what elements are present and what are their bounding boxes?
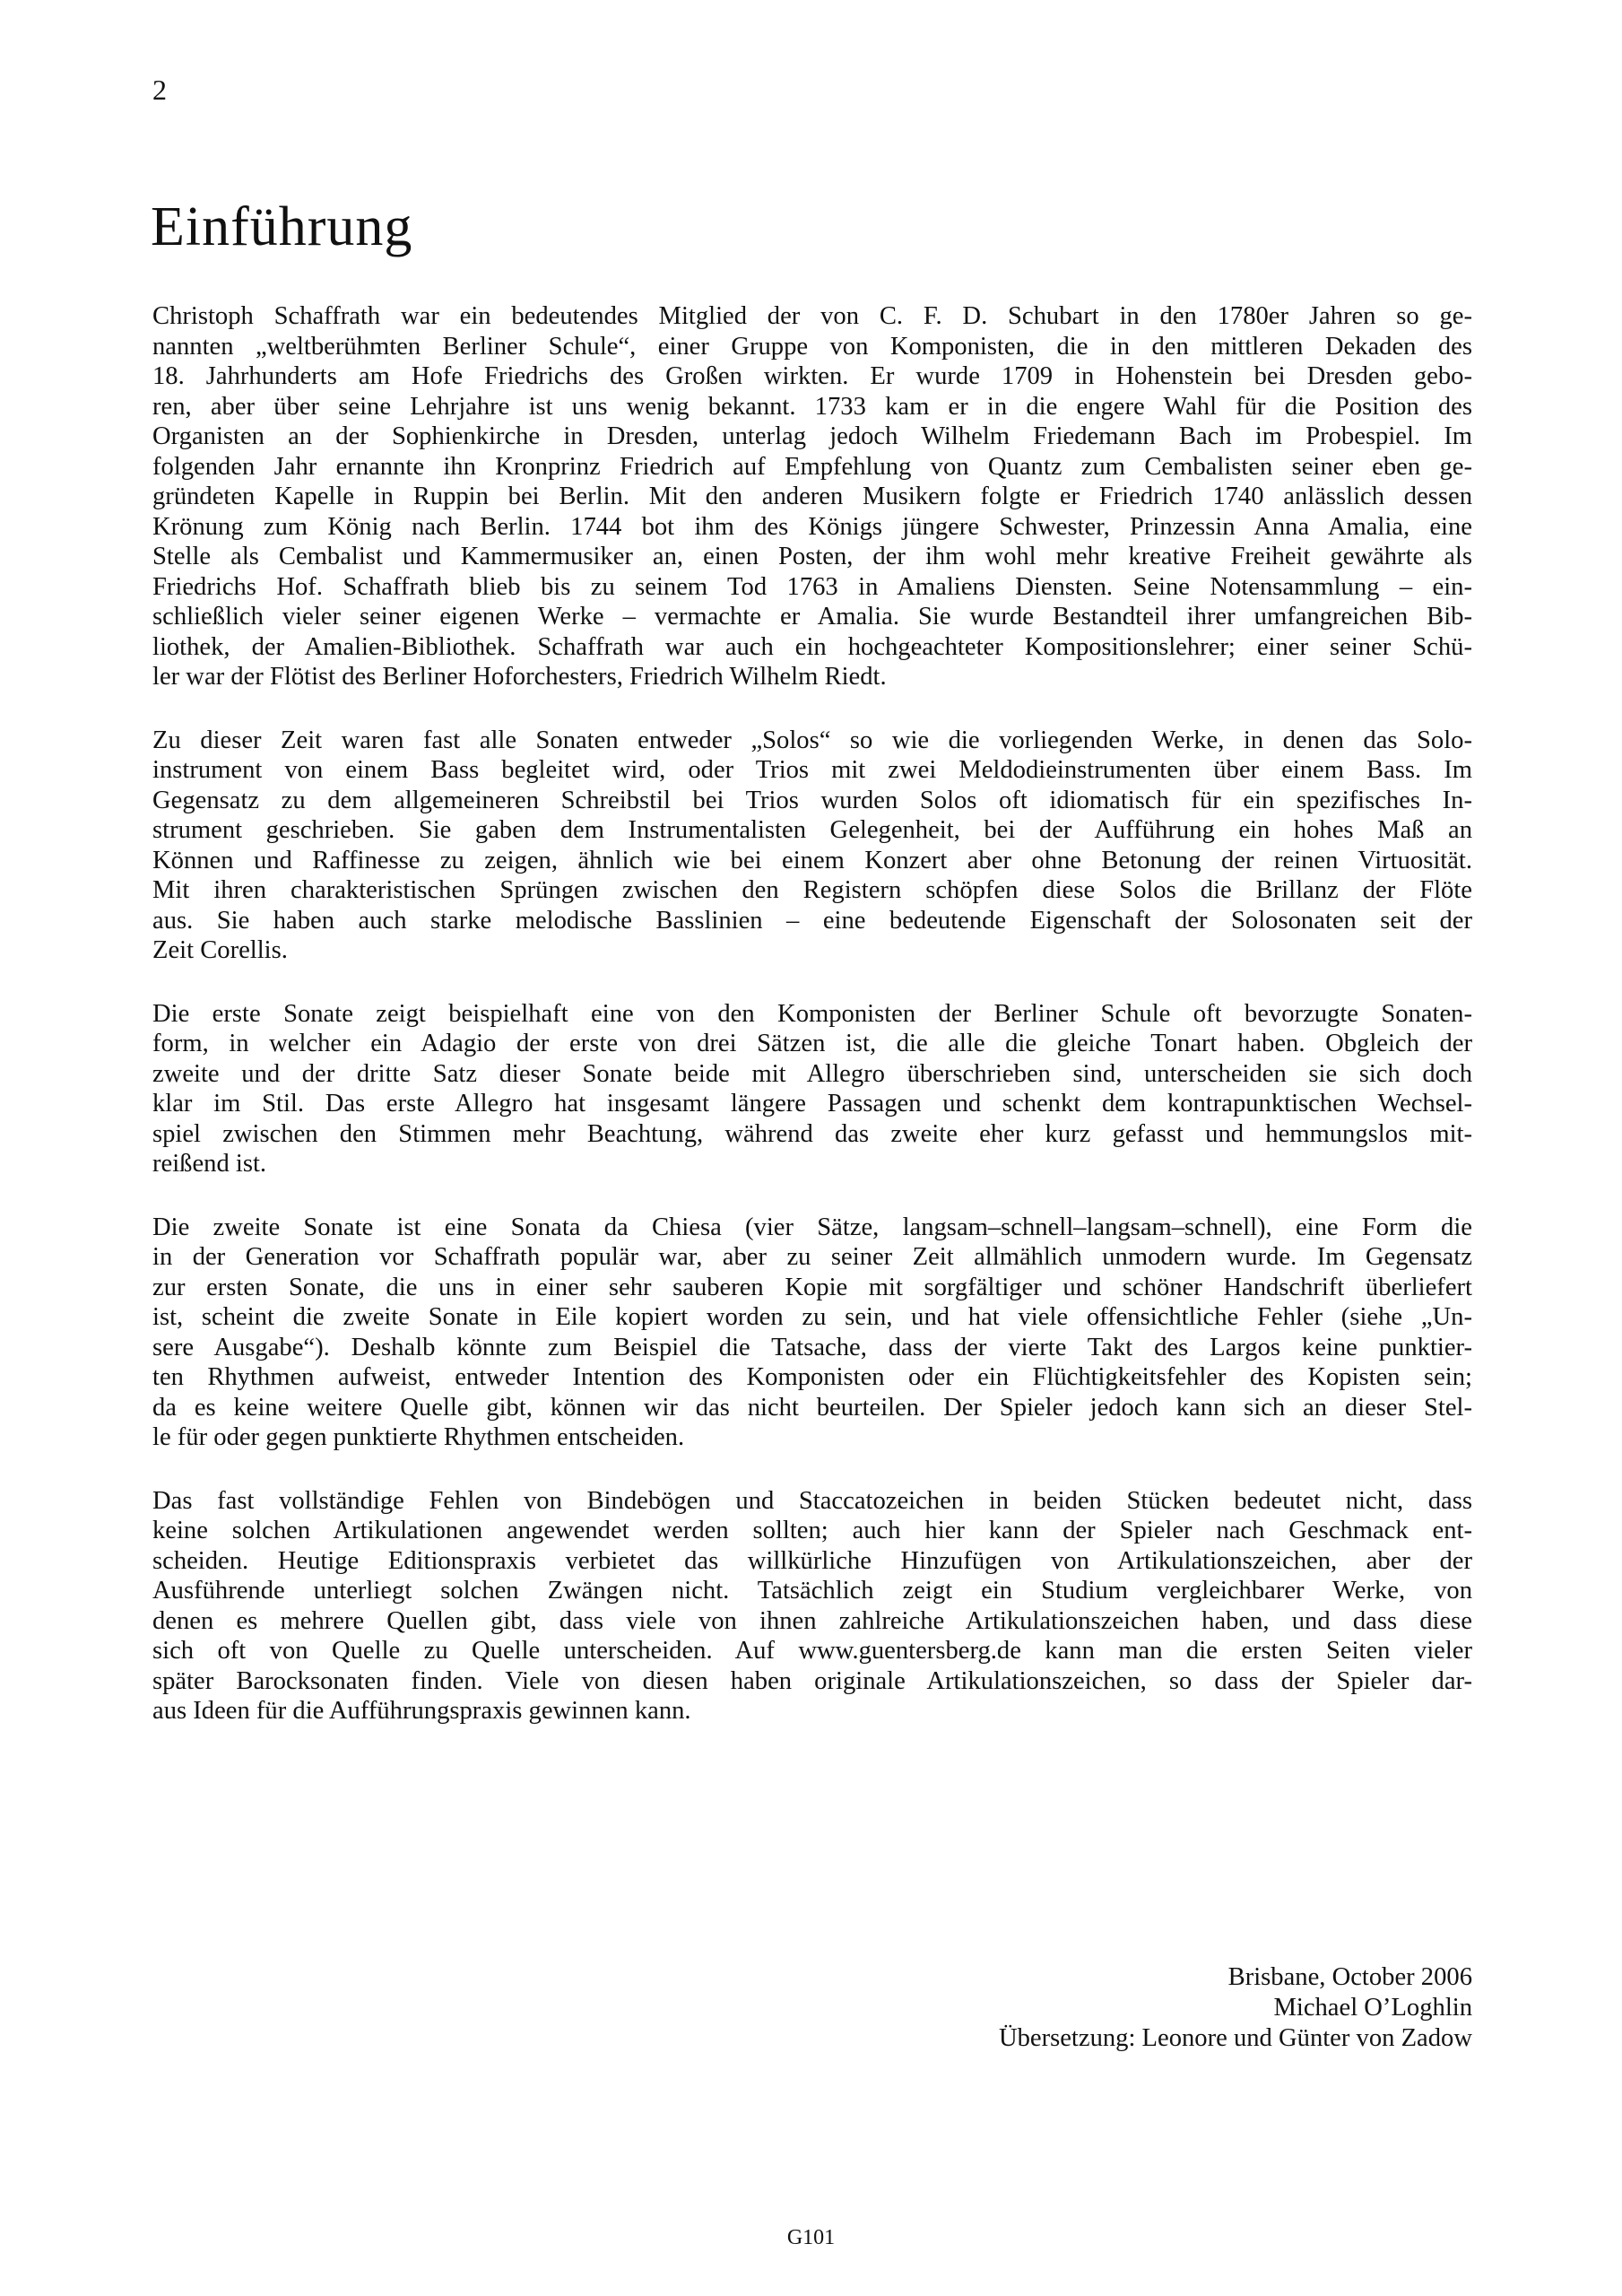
text-line: Die zweite Sonate ist eine Sonata da Chiesa (vier Sätze, langsam–schnell–langsam–schnell), eine Form die — [152, 1213, 1472, 1241]
text-line: keine solchen Artikulationen angewendet werden sollten; auch hier kann der Spieler nach Geschmack ent- — [152, 1517, 1472, 1544]
text-line: denen es mehrere Quellen gibt, dass viele von ihnen zahlreiche Artikulationszeichen haben, und dass diese — [152, 1606, 1472, 1635]
translation-credit: Übersetzung: Leonore und Günter von Zadow — [998, 2024, 1472, 2052]
text-line: Die erste Sonate zeigt beispielhaft eine von den Komponisten der Berliner Schule oft bevorzugte Sonaten- — [152, 999, 1472, 1028]
text-line: zweite und der dritte Satz dieser Sonate beide mit Allegro überschrieben sind, unterscheiden sie sich doch — [152, 1059, 1472, 1088]
text-line: le für oder gegen punktierte Rhythmen entscheiden. — [152, 1423, 685, 1451]
text-line: Organisten an der Sophienkirche in Dresden, unterlag jedoch Wilhelm Friedemann Bach im Probespiel. Im — [152, 422, 1472, 450]
author-name: Michael O’Loghlin — [1273, 1994, 1472, 2022]
paragraph-2 — [152, 726, 1472, 966]
text-line: Stelle als Cembalist und Kammermusiker an, einen Posten, der ihm wohl mehr kreative Freiheit gewährte als — [152, 543, 1472, 570]
place-date: Brisbane, October 2006 — [1227, 1963, 1472, 1991]
text-line: ler war der Flötist des Berliner Hoforchesters, Friedrich Wilhelm Riedt. — [152, 663, 887, 691]
text-line: Zeit Corellis. — [152, 936, 288, 964]
page-title: Einführung — [151, 196, 413, 257]
text-line: 18. Jahrhunderts am Hofe Friedrichs des Großen wirkten. Er wurde 1709 in Hohenstein bei Dresden gebo- — [152, 362, 1472, 390]
text-line: Zu dieser Zeit waren fast alle Sonaten entweder „Solos“ so wie die vorliegenden Werke, in denen das Solo- — [152, 726, 1472, 754]
text-line: klar im Stil. Das erste Allegro hat insgesamt längere Passagen und schenkt dem kontrapunktischen Wechsel- — [152, 1090, 1472, 1118]
text-line: gründeten Kapelle in Ruppin bei Berlin. Mit den anderen Musikern folgte er Friedrich 1740 anlässlich dessen — [152, 483, 1472, 510]
text-line: scheiden. Heutige Editionspraxis verbietet das willkürliche Hinzufügen von Artikulationszeichen, aber der — [152, 1546, 1472, 1575]
text-line: später Barocksonaten finden. Viele von diesen haben originale Artikulationszeichen, so dass der Spieler dar- — [152, 1666, 1472, 1695]
text-line: aus. Sie haben auch starke melodische Basslinien – eine bedeutende Eigenschaft der Solosonaten seit der — [152, 906, 1472, 935]
footer-catalog-code: G101 — [786, 2226, 836, 2249]
text-line: liothek, der Amalien-Bibliothek. Schaffrath war auch ein hochgeachteter Kompositionslehrer; einer seiner Schü- — [152, 632, 1472, 661]
text-line: zur ersten Sonate, die uns in einer sehr sauberen Kopie mit sorgfältiger und schöner Handschrift überliefert — [152, 1273, 1472, 1301]
paragraph-1 — [152, 301, 1472, 692]
body-text — [152, 301, 1472, 1760]
text-line: sere Ausgabe“). Deshalb könnte zum Beispiel die Tatsache, dass der vierte Takt des Largos keine punktier- — [152, 1333, 1472, 1361]
text-line: strument geschrieben. Sie gaben dem Instrumentalisten Gelegenheit, bei der Aufführung ein hohes Maß an — [152, 816, 1472, 844]
text-line: instrument von einem Bass begleitet wird, oder Trios mit zwei Meldodieinstrumenten über einem Bass. Im — [152, 756, 1472, 784]
text-line: Das fast vollständige Fehlen von Bindebögen und Staccatozeichen in beiden Stücken bedeutet nicht, dass — [152, 1486, 1472, 1515]
text-line: ten Rhythmen aufweist, entweder Intention des Komponisten oder ein Flüchtigkeitsfehler des Kopisten sein; — [152, 1363, 1472, 1391]
text-line: form, in welcher ein Adagio der erste von drei Sätzen ist, die alle die gleiche Tonart haben. Obgleich der — [152, 1030, 1472, 1057]
text-line: Mit ihren charakteristischen Sprüngen zwischen den Registern schöpfen diese Solos die Brillanz der Flöte — [152, 876, 1472, 904]
text-line: schließlich vieler seiner eigenen Werke – vermachte er Amalia. Sie wurde Bestandteil ihrer umfangreichen Bib- — [152, 603, 1472, 631]
text-line: folgenden Jahr ernannte ihn Kronprinz Friedrich auf Empfehlung von Quantz zum Cembalisten seiner eben ge- — [152, 452, 1472, 481]
text-line: nannten „weltberühmten Berliner Schule“, einer Gruppe von Komponisten, die in den mittleren Dekaden des — [152, 332, 1472, 361]
text-line: aus Ideen für die Aufführungspraxis gewinnen kann. — [152, 1697, 691, 1725]
text-line: da es keine weitere Quelle gibt, können wir das nicht beurteilen. Der Spieler jedoch kann sich an dieser Stel- — [152, 1393, 1472, 1422]
text-line: Ausführende unterliegt solchen Zwängen nicht. Tatsächlich zeigt ein Studium vergleichbarer Werke, von — [152, 1577, 1472, 1605]
paragraph-4 — [152, 1213, 1472, 1453]
text-line: Christoph Schaffrath war ein bedeutendes Mitglied der von C. F. D. Schubart in den 1780er Jahren so ge- — [152, 302, 1472, 330]
text-line: Friedrichs Hof. Schaffrath blieb bis zu seinem Tod 1763 in Amaliens Diensten. Seine Notensammlung – ein- — [152, 572, 1472, 601]
text-line: Können und Raffinesse zu zeigen, ähnlich wie bei einem Konzert aber ohne Betonung der reinen Virtuosität. — [152, 846, 1472, 874]
paragraph-3 — [152, 999, 1472, 1179]
text-line: reißend ist. — [152, 1150, 267, 1178]
text-line: ren, aber über seine Lehrjahre ist uns wenig bekannt. 1733 kam er in die engere Wahl für die Position des — [152, 392, 1472, 421]
text-line: spiel zwischen den Stimmen mehr Beachtung, während das zweite eher kurz gefasst und hemmungslos mit- — [152, 1119, 1472, 1148]
text-line: sich oft von Quelle zu Quelle unterscheiden. Auf www.guentersberg.de kann man die ersten Seiten vieler — [152, 1637, 1472, 1665]
text-line: Gegensatz zu dem allgemeineren Schreibstil bei Trios wurden Solos oft idiomatisch für ein spezifisches In- — [152, 786, 1472, 814]
text-line: Krönung zum König nach Berlin. 1744 bot ihm des Königs jüngere Schwester, Prinzessin Anna Amalia, eine — [152, 512, 1472, 541]
paragraph-5 — [152, 1486, 1472, 1726]
text-line: ist, scheint die zweite Sonate in Eile kopiert worden zu sein, und hat viele offensichtliche Fehler (siehe „Un- — [152, 1303, 1472, 1331]
text-line: in der Generation vor Schaffrath populär war, aber zu seiner Zeit allmählich unmodern wurde. Im Gegensatz — [152, 1243, 1472, 1271]
signature-block — [999, 1962, 1472, 2054]
page-number: 2 — [152, 74, 167, 106]
